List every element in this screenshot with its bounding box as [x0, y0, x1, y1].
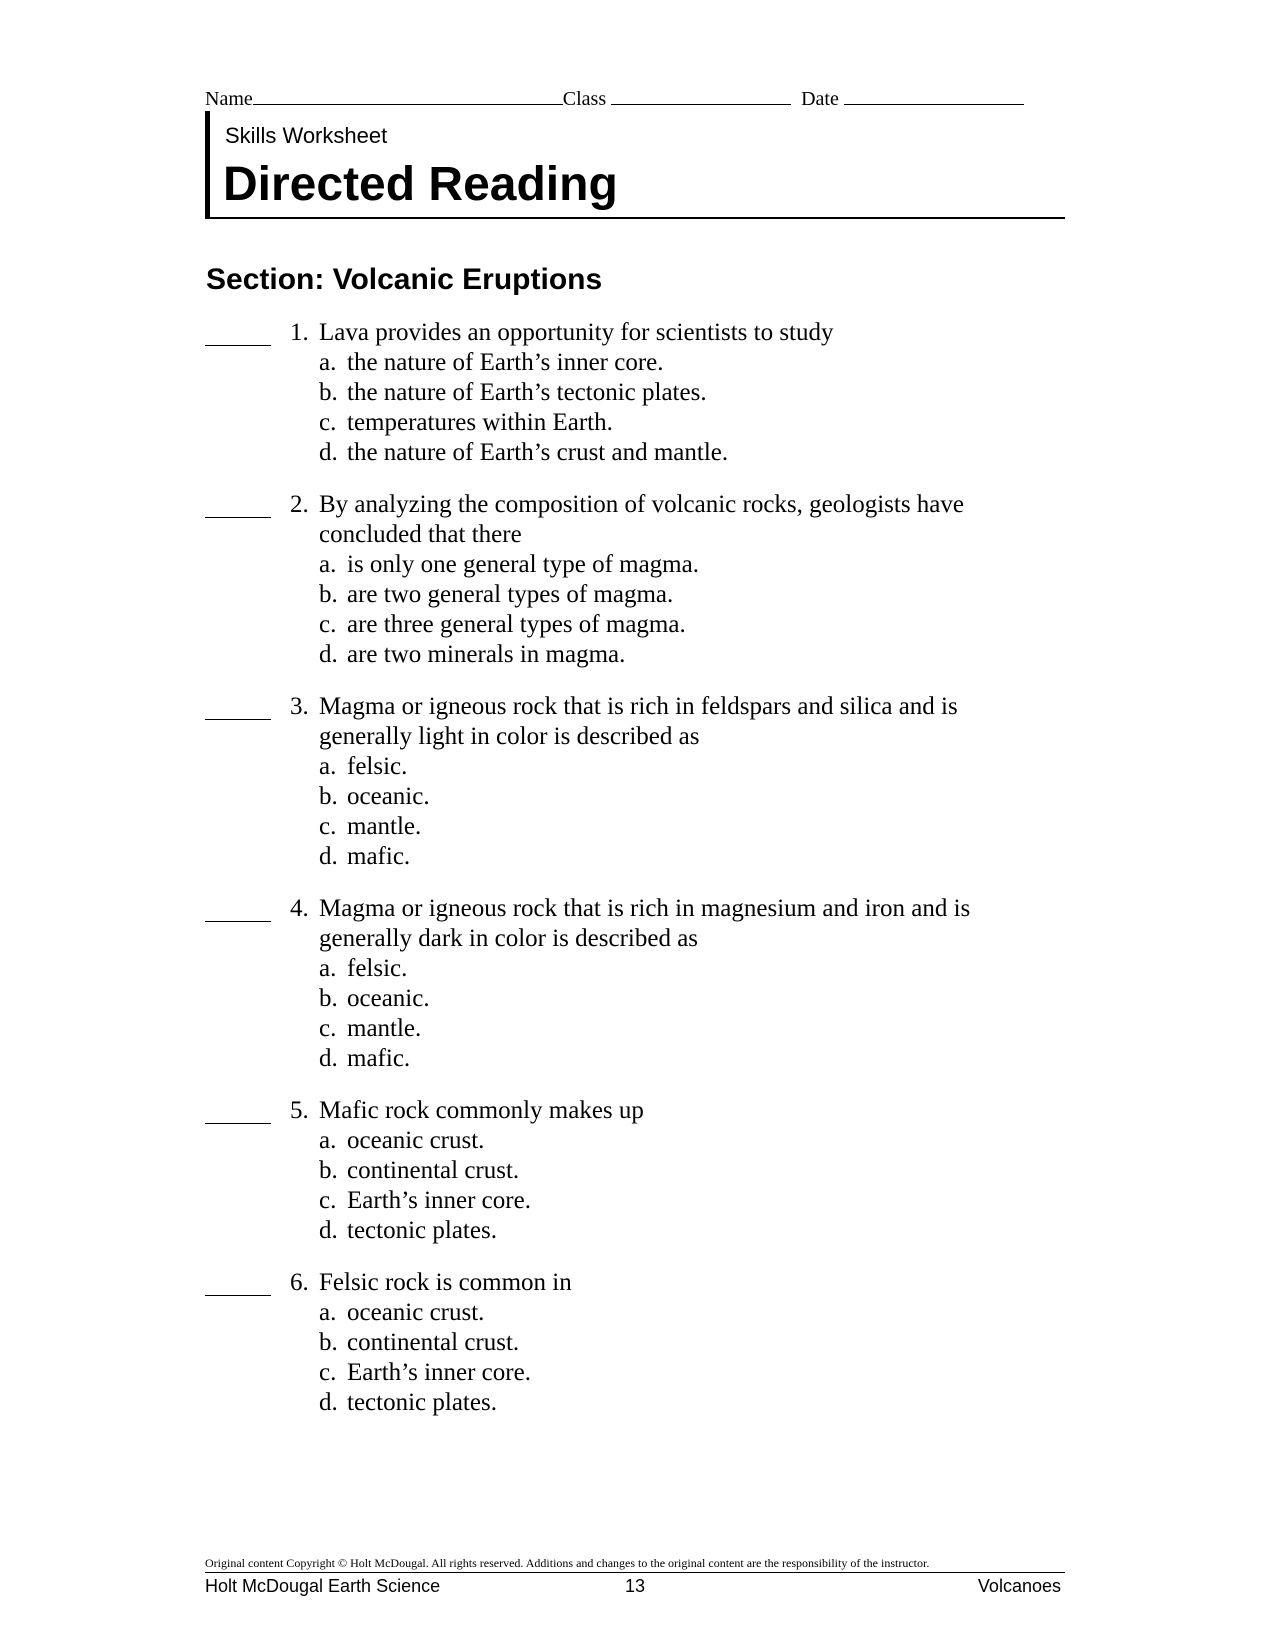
choice-text: the nature of Earth’s crust and mantle.: [347, 439, 729, 466]
name-blank: [253, 86, 563, 105]
choice-letter: a.: [319, 753, 337, 780]
name-label: Name: [205, 88, 253, 110]
question-text: Felsic rock is common in: [319, 1269, 572, 1296]
question-text: By analyzing the composition of volcanic rocks, geologists have concluded that there: [319, 491, 964, 548]
choice-text: mantle.: [347, 1015, 422, 1042]
question-number: 2.: [290, 491, 309, 518]
choice-text: continental crust.: [347, 1329, 520, 1356]
choice-list: [319, 1298, 1065, 1418]
answer-blank[interactable]: [205, 1096, 271, 1124]
question-item: [205, 894, 1065, 1074]
choice-text: the nature of Earth’s inner core.: [347, 349, 664, 376]
date-blank: [844, 86, 1024, 105]
answer-choice: [319, 1156, 1065, 1186]
question-list: [205, 318, 1065, 1440]
choice-letter: a.: [319, 955, 337, 982]
choice-text: felsic.: [347, 955, 408, 982]
answer-choice: [319, 580, 1065, 610]
class-blank: [611, 86, 791, 105]
answer-choice: [319, 378, 1065, 408]
question-number: 6.: [290, 1269, 309, 1296]
question-number: 3.: [290, 693, 309, 720]
question-text: Magma or igneous rock that is rich in feldspars and silica and is generally light in color is described as: [319, 693, 958, 750]
answer-choice: [319, 752, 1065, 782]
choice-text: are three general types of magma.: [347, 611, 686, 638]
choice-letter: d.: [319, 1045, 338, 1072]
choice-text: tectonic plates.: [347, 1217, 497, 1244]
choice-list: [319, 752, 1065, 872]
section-heading: Section: Volcanic Eruptions: [206, 263, 603, 296]
question-item: [205, 490, 1065, 670]
choice-text: the nature of Earth’s tectonic plates.: [347, 379, 707, 406]
choice-letter: c.: [319, 1359, 337, 1386]
answer-choice: [319, 1044, 1065, 1074]
answer-choice: [319, 1298, 1065, 1328]
choice-letter: b.: [319, 1329, 338, 1356]
worksheet-type: Skills Worksheet: [225, 123, 388, 148]
question-item: [205, 318, 1065, 468]
answer-choice: [319, 782, 1065, 812]
choice-list: [319, 550, 1065, 670]
choice-letter: d.: [319, 843, 338, 870]
question-text: Magma or igneous rock that is rich in magnesium and iron and is generally dark in color is described as: [319, 895, 971, 952]
choice-letter: b.: [319, 581, 338, 608]
question-text: Mafic rock commonly makes up: [319, 1097, 644, 1124]
choice-letter: d.: [319, 439, 338, 466]
copyright-notice: Original content Copyright © Holt McDougal. All rights reserved. Additions and changes to the original content are the responsibility of the instructor.: [205, 1556, 930, 1570]
answer-choice: [319, 550, 1065, 580]
choice-letter: c.: [319, 409, 337, 436]
class-label: Class: [562, 88, 607, 110]
question-item: [205, 1268, 1065, 1418]
answer-choice: [319, 438, 1065, 468]
answer-choice: [319, 640, 1065, 670]
choice-letter: c.: [319, 813, 337, 840]
answer-choice: [319, 1328, 1065, 1358]
choice-text: mafic.: [347, 843, 411, 870]
choice-list: [319, 348, 1065, 468]
question-text: Lava provides an opportunity for scientists to study: [319, 319, 834, 346]
answer-blank[interactable]: [205, 692, 271, 720]
page-title: Directed Reading: [223, 158, 618, 211]
choice-text: is only one general type of magma.: [347, 551, 699, 578]
answer-blank[interactable]: [205, 318, 271, 346]
answer-choice: [319, 610, 1065, 640]
choice-text: temperatures within Earth.: [347, 409, 613, 436]
choice-text: oceanic crust.: [347, 1127, 485, 1154]
choice-letter: b.: [319, 379, 338, 406]
answer-choice: [319, 812, 1065, 842]
question-number: 4.: [290, 895, 309, 922]
answer-choice: [319, 954, 1065, 984]
question-number: 1.: [290, 319, 309, 346]
choice-text: continental crust.: [347, 1157, 520, 1184]
answer-choice: [319, 1388, 1065, 1418]
choice-text: oceanic.: [347, 783, 430, 810]
choice-text: oceanic.: [347, 985, 430, 1012]
choice-letter: c.: [319, 611, 337, 638]
footer-page-number: 13: [625, 1576, 646, 1596]
answer-choice: [319, 1216, 1065, 1246]
choice-text: oceanic crust.: [347, 1299, 485, 1326]
choice-text: mafic.: [347, 1045, 411, 1072]
choice-text: Earth’s inner core.: [347, 1359, 531, 1386]
title-block: [205, 111, 1065, 219]
answer-choice: [319, 1126, 1065, 1156]
choice-text: Earth’s inner core.: [347, 1187, 531, 1214]
footer-book-title: Holt McDougal Earth Science: [205, 1576, 441, 1596]
answer-choice: [319, 1186, 1065, 1216]
page-footer: [205, 1572, 1065, 1599]
choice-text: felsic.: [347, 753, 408, 780]
choice-letter: a.: [319, 551, 337, 578]
choice-text: are two minerals in magma.: [347, 641, 626, 668]
question-item: [205, 692, 1065, 872]
choice-letter: b.: [319, 783, 338, 810]
choice-list: [319, 1126, 1065, 1246]
choice-letter: b.: [319, 985, 338, 1012]
choice-letter: b.: [319, 1157, 338, 1184]
answer-choice: [319, 348, 1065, 378]
answer-choice: [319, 1014, 1065, 1044]
choice-letter: d.: [319, 1217, 338, 1244]
answer-blank[interactable]: [205, 490, 271, 518]
answer-choice: [319, 984, 1065, 1014]
question-item: [205, 1096, 1065, 1246]
choice-letter: c.: [319, 1187, 337, 1214]
choice-text: are two general types of magma.: [347, 581, 674, 608]
answer-choice: [319, 408, 1065, 438]
choice-text: tectonic plates.: [347, 1389, 497, 1416]
date-label: Date: [801, 88, 839, 110]
choice-letter: a.: [319, 349, 337, 376]
choice-text: mantle.: [347, 813, 422, 840]
student-info-line: [205, 86, 1065, 112]
answer-choice: [319, 842, 1065, 872]
answer-choice: [319, 1358, 1065, 1388]
choice-letter: d.: [319, 1389, 338, 1416]
choice-letter: d.: [319, 641, 338, 668]
choice-letter: c.: [319, 1015, 337, 1042]
choice-letter: a.: [319, 1127, 337, 1154]
answer-blank[interactable]: [205, 894, 271, 922]
question-number: 5.: [290, 1097, 309, 1124]
answer-blank[interactable]: [205, 1268, 271, 1296]
footer-chapter: Volcanoes: [977, 1576, 1061, 1596]
choice-list: [319, 954, 1065, 1074]
choice-letter: a.: [319, 1299, 337, 1326]
